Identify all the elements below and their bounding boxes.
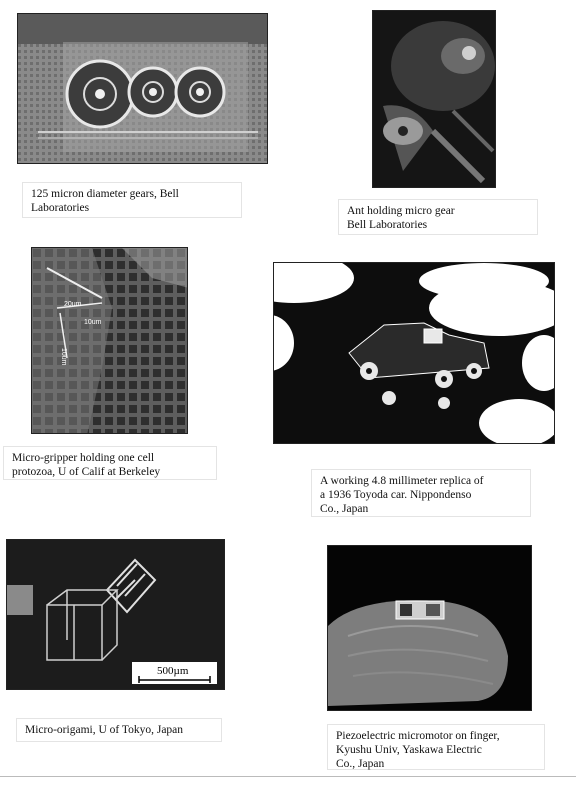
caption-line: a 1936 Toyoda car. Nippondenso xyxy=(320,489,472,501)
gripper-caption xyxy=(3,446,217,480)
caption-line: Piezoelectric micromotor on finger, xyxy=(336,730,500,742)
caption-line: A working 4.8 millimeter replica of xyxy=(320,475,484,487)
caption-line: Co., Japan xyxy=(336,758,385,770)
caption-line: Micro-gripper holding one cell xyxy=(12,452,155,464)
gripper-scale-label: 10um xyxy=(60,348,67,366)
car-caption xyxy=(311,469,531,517)
ant-caption xyxy=(338,199,538,235)
ant-photo xyxy=(372,10,496,188)
gripper-photo xyxy=(31,247,188,434)
gears-photo xyxy=(17,13,268,164)
caption-line: Kyushu Univ, Yaskawa Electric xyxy=(336,744,482,756)
gears-caption xyxy=(22,182,242,218)
caption-line: Co., Japan xyxy=(320,503,369,515)
bottom-divider xyxy=(0,776,576,777)
caption-line: 125 micron diameter gears, Bell xyxy=(31,188,179,200)
caption-line: Ant holding micro gear xyxy=(347,205,455,217)
gripper-scale-label: 20um xyxy=(64,301,82,308)
motor-photo xyxy=(327,545,532,711)
caption-line: Laboratories xyxy=(31,202,90,214)
motor-caption xyxy=(327,724,545,770)
car-photo xyxy=(273,262,555,444)
origami-caption xyxy=(16,718,222,742)
origami-scale-label: 500µm xyxy=(157,665,189,677)
gripper-scale-label: 10um xyxy=(84,319,102,326)
caption-line: Micro-origami, U of Tokyo, Japan xyxy=(25,724,184,736)
caption-line: Bell Laboratories xyxy=(347,219,428,231)
origami-photo xyxy=(6,539,225,690)
caption-line: protozoa, U of Calif at Berkeley xyxy=(12,466,161,478)
